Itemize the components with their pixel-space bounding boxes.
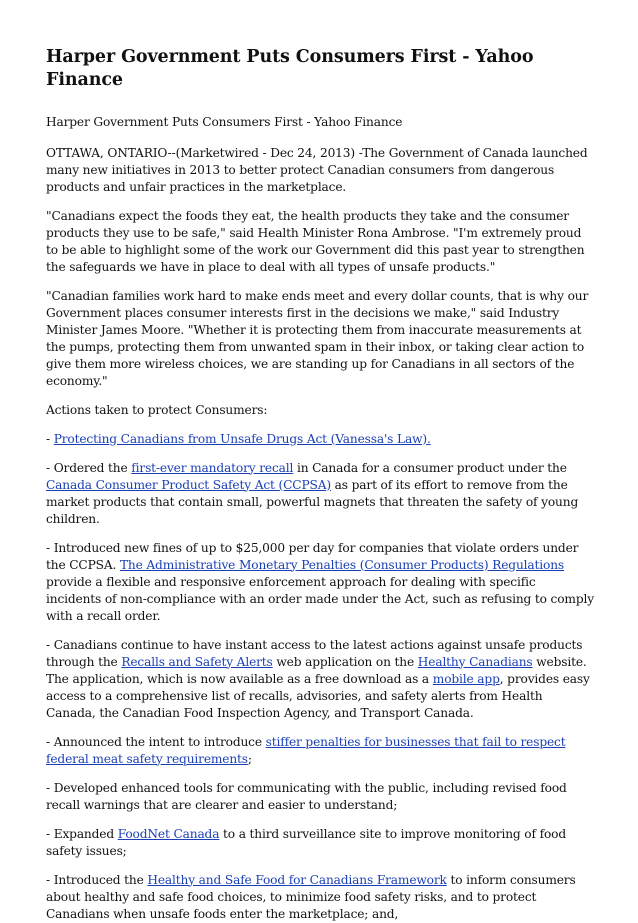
action-item-healthy-food-framework	[46, 872, 594, 923]
action-item-recalls-app	[46, 637, 594, 722]
paragraph-health-minister-quote: "Canadians expect the foods they eat, the health products they take and the consumer products they use to be safe," said Health Minister Rona Ambrose. "I'm extremely proud to be able to highlight some of the work our Government did this past year to strengthen the safeguards we have in place to deal with all types of unsafe products."	[46, 208, 585, 274]
link-mandatory-recall[interactable]: first-ever mandatory recall	[131, 460, 294, 475]
item-text: to inform consumers about healthy and safe food choices, to minimize food safety risks, and to protect Canadians when unsafe foods enter the marketplace; and,	[46, 872, 576, 921]
action-item-communication-tools	[46, 780, 594, 814]
item-prefix: -	[46, 431, 54, 446]
item-text: web application on the	[272, 654, 418, 669]
action-item-meat-penalties	[46, 734, 594, 768]
link-recalls-safety-alerts[interactable]: Recalls and Safety Alerts	[121, 654, 273, 669]
item-text: to a third surveillance site to improve monitoring of food safety issues;	[46, 826, 566, 858]
item-text: - Introduced the	[46, 872, 148, 887]
link-amp-regulations[interactable]: The Administrative Monetary Penalties (Consumer Products) Regulations	[119, 557, 565, 572]
link-unsafe-drugs-act[interactable]: Protecting Canadians from Unsafe Drugs Act (Vanessa's Law).	[53, 431, 431, 446]
action-item-mandatory-recall	[46, 460, 594, 528]
item-text: - Introduced new fines of up to $25,000 per day for companies that violate orders under the CCPSA.	[46, 540, 579, 572]
item-text: - Announced the intent to introduce	[46, 734, 266, 749]
item-text: provide a flexible and responsive enforcement approach for dealing with specific incidents of non-compliance with an order made under the Act, such as refusing to comply with a recall order.	[46, 574, 594, 623]
paragraph-industry-minister-quote: "Canadian families work hard to make ends meet and every dollar counts, that is why our Government places consumer interests first in the decisions we make," said Industry Minister James Moore. "Whether it is protecting them from inaccurate measurements at the pumps, protecting them from unwanted spam in their inbox, or taking clear action to give them more wireless choices, we are standing up for Canadians in all sectors of the economy."	[46, 288, 589, 388]
link-foodnet-canada[interactable]: FoodNet Canada	[117, 826, 220, 841]
link-mobile-app[interactable]: mobile app	[432, 671, 500, 686]
page-title: Harper Government Puts Consumers First - Yahoo Finance	[46, 47, 534, 90]
action-item-new-fines	[46, 540, 594, 625]
item-text: , provides easy access to a comprehensive list of recalls, advisories, and safety alerts from Health Canada, the Canadian Food Inspection Agency, and Transport Canada.	[46, 671, 590, 720]
subtitle: Harper Government Puts Consumers First - Yahoo Finance	[46, 114, 403, 129]
link-ccpsa[interactable]: Canada Consumer Product Safety Act (CCPSA)	[46, 477, 331, 492]
action-item-foodnet	[46, 826, 594, 860]
item-text: - Ordered the	[46, 460, 132, 475]
paragraph-intro: OTTAWA, ONTARIO--(Marketwired - Dec 24, 2013) -The Government of Canada launched many new initiatives in 2013 to better protect Canadian consumers from dangerous products and unfair practices in the marketplace.	[46, 145, 588, 194]
item-text: as part of its effort to remove from the market products that contain small, powerful magnets that threaten the safety of young children.	[46, 477, 579, 526]
item-text: in Canada for a consumer product under the	[293, 460, 567, 475]
item-text: - Canadians continue to have instant access to the latest actions against unsafe products through the	[46, 637, 583, 669]
link-stiffer-penalties[interactable]: stiffer penalties for businesses that fail to respect federal meat safety requirements	[46, 734, 566, 766]
actions-heading: Actions taken to protect Consumers:	[46, 402, 268, 417]
action-item-vanessas-law	[46, 431, 594, 448]
item-text: - Developed enhanced tools for communicating with the public, including revised food recall warnings that are clearer and easier to understand;	[46, 780, 567, 812]
link-healthy-canadians[interactable]: Healthy Canadians	[417, 654, 533, 669]
item-text: website. The application, which is now available as a free download as a	[46, 654, 587, 686]
item-text: ;	[247, 751, 252, 766]
item-text: - Expanded	[46, 826, 118, 841]
link-healthy-safe-food-framework[interactable]: Healthy and Safe Food for Canadians Framework	[147, 872, 447, 887]
